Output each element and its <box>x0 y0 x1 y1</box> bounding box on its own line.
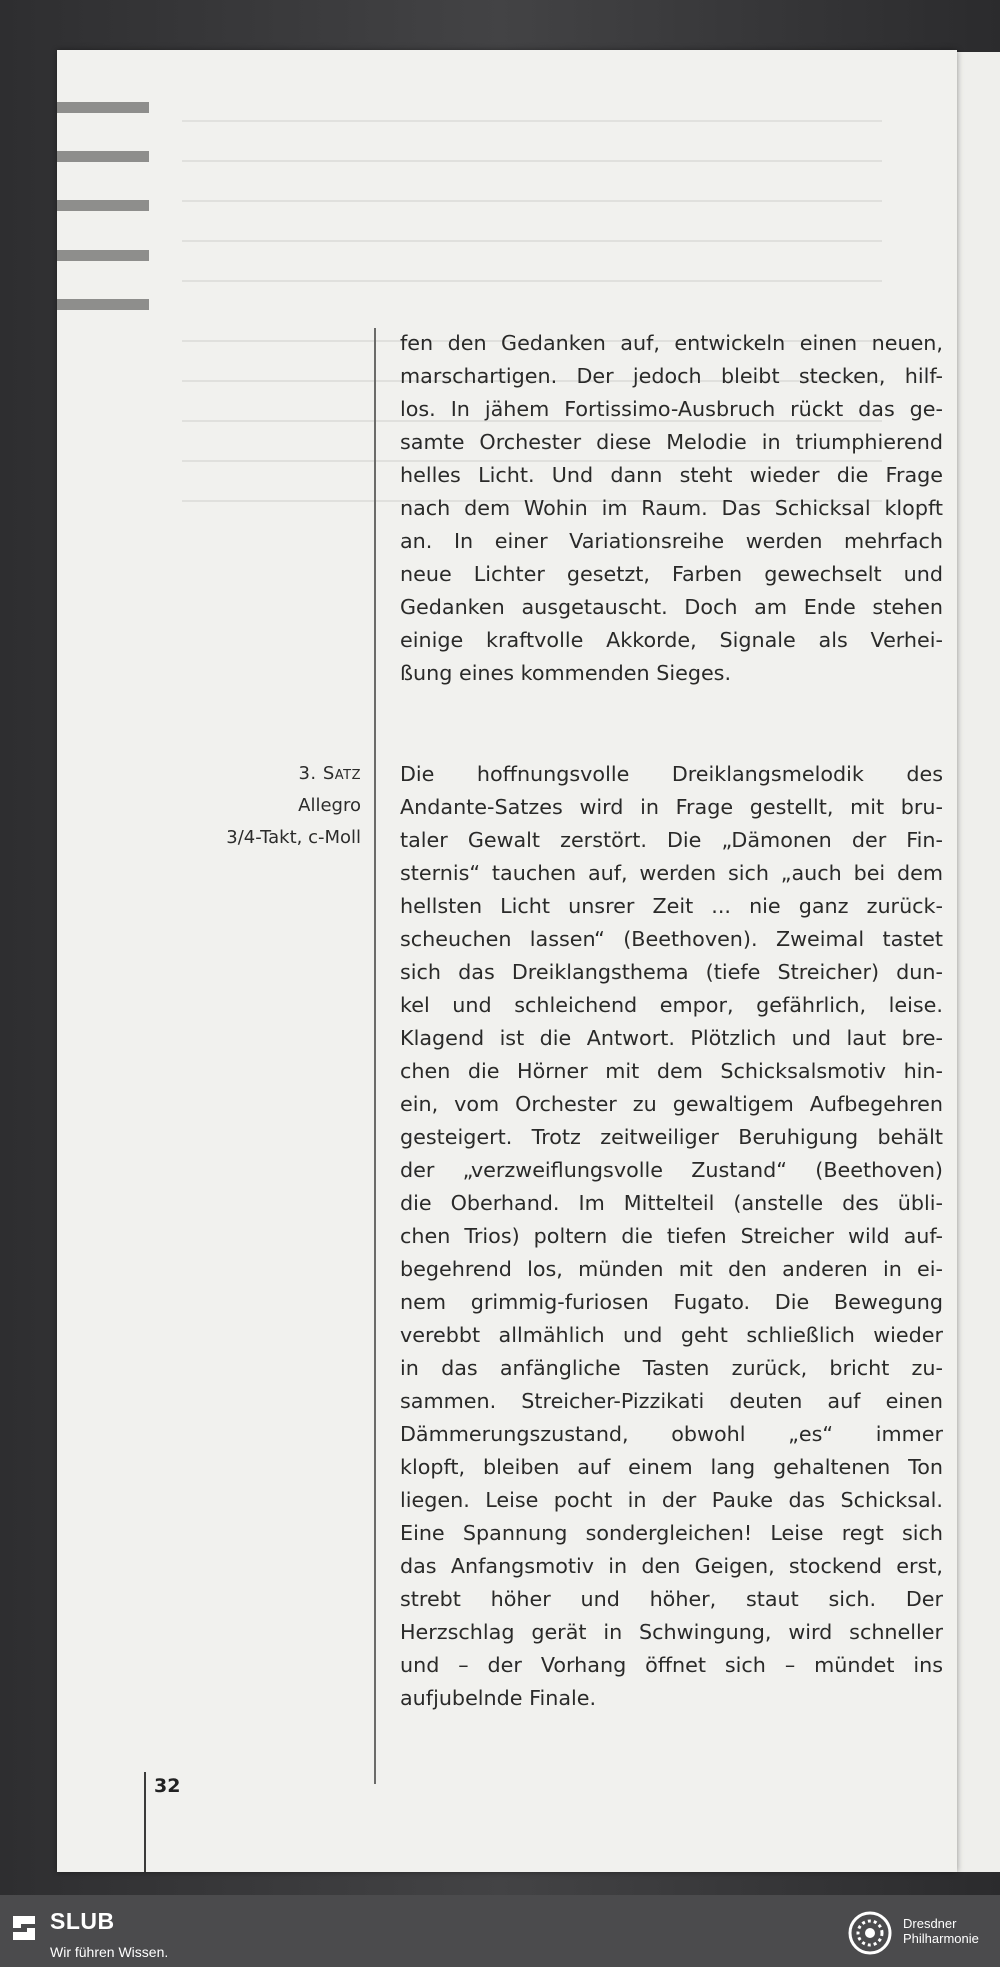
text-line: Eine Spannung sondergleichen! Leise regt sich <box>400 1521 943 1545</box>
tempo-marking: Allegro <box>298 795 361 816</box>
text-line: neue Lichter gesetzt, Farben gewechselt und <box>400 562 943 586</box>
text-line: einige kraftvolle Akkorde, Signale als Verhei- <box>400 628 943 652</box>
text-line: helles Licht. Und dann steht wieder die Frage <box>400 463 943 487</box>
text-line: marschartigen. Der jedoch bleibt stecken, hilf- <box>400 364 943 388</box>
text-line: sammen. Streicher-Pizzikati deuten auf einen <box>400 1389 943 1413</box>
philharmonie-logo-icon[interactable] <box>845 1908 895 1958</box>
text-line: sich das Dreiklangsthema (tiefe Streicher) dun- <box>400 960 943 984</box>
text-line: Herzschlag gerät in Schwingung, wird schneller <box>400 1620 943 1644</box>
text-line: sternis“ tauchen auf, werden sich „auch bei dem <box>400 861 943 885</box>
text-line: scheuchen lassen“ (Beethoven). Zweimal tastet <box>400 927 943 951</box>
text-line: nem grimmig-furiosen Fugato. Die Bewegung <box>400 1290 943 1314</box>
text-line: das Anfangsmotiv in den Geigen, stockend erst, <box>400 1554 943 1578</box>
text-line: Dämmerungszustand, obwohl „es“ immer <box>400 1422 943 1446</box>
movement-number: 3. Satz <box>298 763 361 784</box>
page-number-rule <box>144 1772 146 1872</box>
text-line: klopft, bleiben auf einem lang gehaltenen Ton <box>400 1455 943 1479</box>
text-line: hellsten Licht unsrer Zeit ... nie ganz zurück- <box>400 894 943 918</box>
text-line: Klagend ist die Antwort. Plötzlich und laut bre- <box>400 1026 943 1050</box>
text-line: Die hoffnungsvolle Dreiklangsmelodik des <box>400 762 943 786</box>
text-line: Andante-Satzes wird in Frage gestellt, mit bru- <box>400 795 943 819</box>
text-line: gesteigert. Trotz zeitweiliger Beruhigung behält <box>400 1125 943 1149</box>
text-line: nach dem Wohin im Raum. Das Schicksal klopft <box>400 496 943 520</box>
library-name[interactable]: SLUB <box>50 1908 115 1934</box>
partner-name-line-2: Philharmonie <box>903 1931 979 1946</box>
text-line: in das anfängliche Tasten zurück, bricht zu- <box>400 1356 943 1380</box>
text-line: chen die Hörner mit dem Schicksalsmotiv hin- <box>400 1059 943 1083</box>
margin-mark <box>57 102 149 113</box>
text-line: verebbt allmählich und geht schließlich wieder <box>400 1323 943 1347</box>
text-line: und – der Vorhang öffnet sich – mündet ins <box>400 1653 943 1677</box>
text-line: los. In jähem Fortissimo-Ausbruch rückt das ge- <box>400 397 943 421</box>
margin-mark <box>57 200 149 211</box>
text-line: chen Trios) poltern die tiefen Streicher wild auf- <box>400 1224 943 1248</box>
sidebar-movement-label <box>101 758 361 854</box>
slub-logo-icon[interactable] <box>9 1913 39 1943</box>
text-line: an. In einer Variationsreihe werden mehrfach <box>400 529 943 553</box>
paragraph-1 <box>400 327 943 690</box>
document-page <box>57 50 957 1872</box>
text-line: kel und schleichend empor, gefährlich, leise. <box>400 993 943 1017</box>
margin-mark <box>57 299 149 310</box>
text-line: ein, vom Orchester zu gewaltigem Aufbegehren <box>400 1092 943 1116</box>
margin-mark <box>57 250 149 261</box>
text-line: begehrend los, münden mit den anderen in ei- <box>400 1257 943 1281</box>
partner-name-line-1: Dresdner <box>903 1916 957 1931</box>
text-line: ßung eines kommenden Sieges. <box>400 661 732 685</box>
column-divider <box>374 328 376 1784</box>
text-line: aufjubelnde Finale. <box>400 1686 597 1710</box>
text-line: Gedanken ausgetauscht. Doch am Ende stehen <box>400 595 943 619</box>
library-tagline: Wir führen Wissen. <box>50 1944 169 1960</box>
text-line: samte Orchester diese Melodie in triumphierend <box>400 430 943 454</box>
meter-key: 3/4-Takt, c-Moll <box>226 827 361 848</box>
text-line: taler Gewalt zerstört. Die „Dämonen der Fin- <box>400 828 943 852</box>
page-number: 32 <box>154 1775 181 1797</box>
text-line: strebt höher und höher, staut sich. Der <box>400 1587 943 1611</box>
text-line: fen den Gedanken auf, entwickeln einen neuen, <box>400 331 943 355</box>
text-line: die Oberhand. Im Mittelteil (anstelle des übli- <box>400 1191 943 1215</box>
text-line: der „verzweiflungsvolle Zustand“ (Beethoven) <box>400 1158 943 1182</box>
paragraph-2 <box>400 758 943 1715</box>
adjacent-page-edge <box>955 52 1000 1872</box>
partner-name[interactable] <box>903 1916 979 1946</box>
margin-mark <box>57 151 149 162</box>
text-line: liegen. Leise pocht in der Pauke das Schicksal. <box>400 1488 943 1512</box>
